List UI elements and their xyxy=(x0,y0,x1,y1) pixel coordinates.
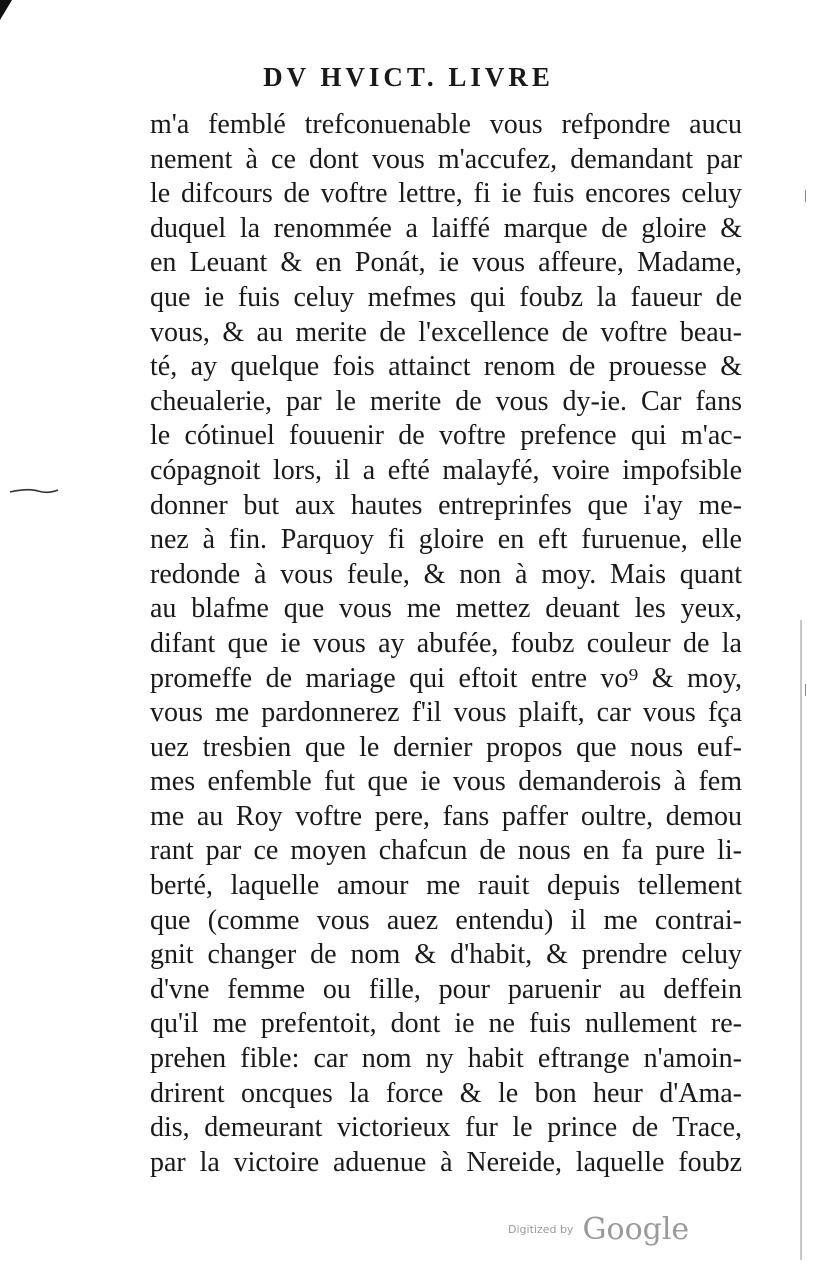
text-line: cópagnoit lors, il a efté malayfé, voire impofsible xyxy=(150,454,742,486)
google-watermark xyxy=(508,1212,689,1247)
text-line: gnit changer de nom & d'habit, & prendre celuy xyxy=(150,939,742,971)
corner-mark xyxy=(0,0,12,20)
body-text xyxy=(150,108,742,1180)
text-line: que ie fuis celuy mefmes qui foubz la faueur de xyxy=(150,281,742,313)
text-line: té, ay quelque fois attainct renom de prouesse & xyxy=(150,351,742,383)
text-line: le difcours de voftre lettre, fi ie fuis encores celuy xyxy=(150,178,742,210)
text-line: drirent oncques la force & le bon heur d'Ama- xyxy=(150,1077,742,1109)
text-line: rant par ce moyen chafcun de nous en fa pure li- xyxy=(150,835,742,867)
text-line: dis, demeurant victorieux fur le prince de Trace, xyxy=(150,1112,742,1144)
text-line: le cótinuel fouuenir de voftre prefence qui m'ac- xyxy=(150,420,742,452)
text-line: prehen fible: car nom ny habit eftrange n'amoin- xyxy=(150,1043,742,1075)
text-line: me au Roy voftre pere, fans paffer oultre, demou xyxy=(150,800,742,832)
text-line: cheualerie, par le merite de vous dy-ie. Car fans xyxy=(150,385,742,417)
text-line: donner but aux hautes entreprinfes que i'ay me- xyxy=(150,489,742,521)
margin-tick xyxy=(805,190,806,202)
margin-mark xyxy=(8,486,60,496)
text-line: en Leuant & en Ponát, ie vous affeure, Madame, xyxy=(150,247,742,279)
text-line: duquel la renommée a laiffé marque de gloire & xyxy=(150,212,742,244)
text-line: qu'il me prefentoit, dont ie ne fuis nullement re- xyxy=(150,1008,742,1040)
margin-tick xyxy=(805,684,806,696)
text-line: par la victoire aduenue à Nereide, laquelle foubz xyxy=(150,1146,742,1178)
text-line: que (comme vous auez entendu) il me contrai- xyxy=(150,904,742,936)
running-head: DV HVICT. LIVRE xyxy=(263,62,554,92)
text-line: mes enfemble fut que ie vous demanderois à fem xyxy=(150,766,742,798)
text-line: berté, laquelle amour me rauit depuis tellement xyxy=(150,870,742,902)
text-line: m'a femblé trefconuenable vous refpondre aucu xyxy=(150,109,742,140)
page-edge-line xyxy=(800,620,802,1260)
text-line: vous, & au merite de l'excellence de voftre beau- xyxy=(150,316,742,348)
text-line: au blafme que vous me mettez deuant les yeux, xyxy=(150,593,742,625)
text-line: redonde à vous feule, & non à moy. Mais quant xyxy=(150,558,742,590)
text-line: difant que ie vous ay abufée, foubz couleur de la xyxy=(150,627,742,659)
watermark-brand: Google xyxy=(582,1212,690,1247)
text-line: nement à ce dont vous m'accufez, demandant par xyxy=(150,143,742,175)
text-line: promeffe de mariage qui eftoit entre vo⁹ & moy, xyxy=(150,662,742,694)
watermark-prefix: Digitized by xyxy=(508,1223,574,1236)
text-line: uez tresbien que le dernier propos que nous euf- xyxy=(150,731,742,763)
text-line: nez à fin. Parquoy fi gloire en eft furuenue, elle xyxy=(150,524,742,556)
text-line: vous me pardonnerez f'il vous plaift, car vous fça xyxy=(150,697,742,729)
text-line: d'vne femme ou fille, pour paruenir au deffein xyxy=(150,973,742,1005)
